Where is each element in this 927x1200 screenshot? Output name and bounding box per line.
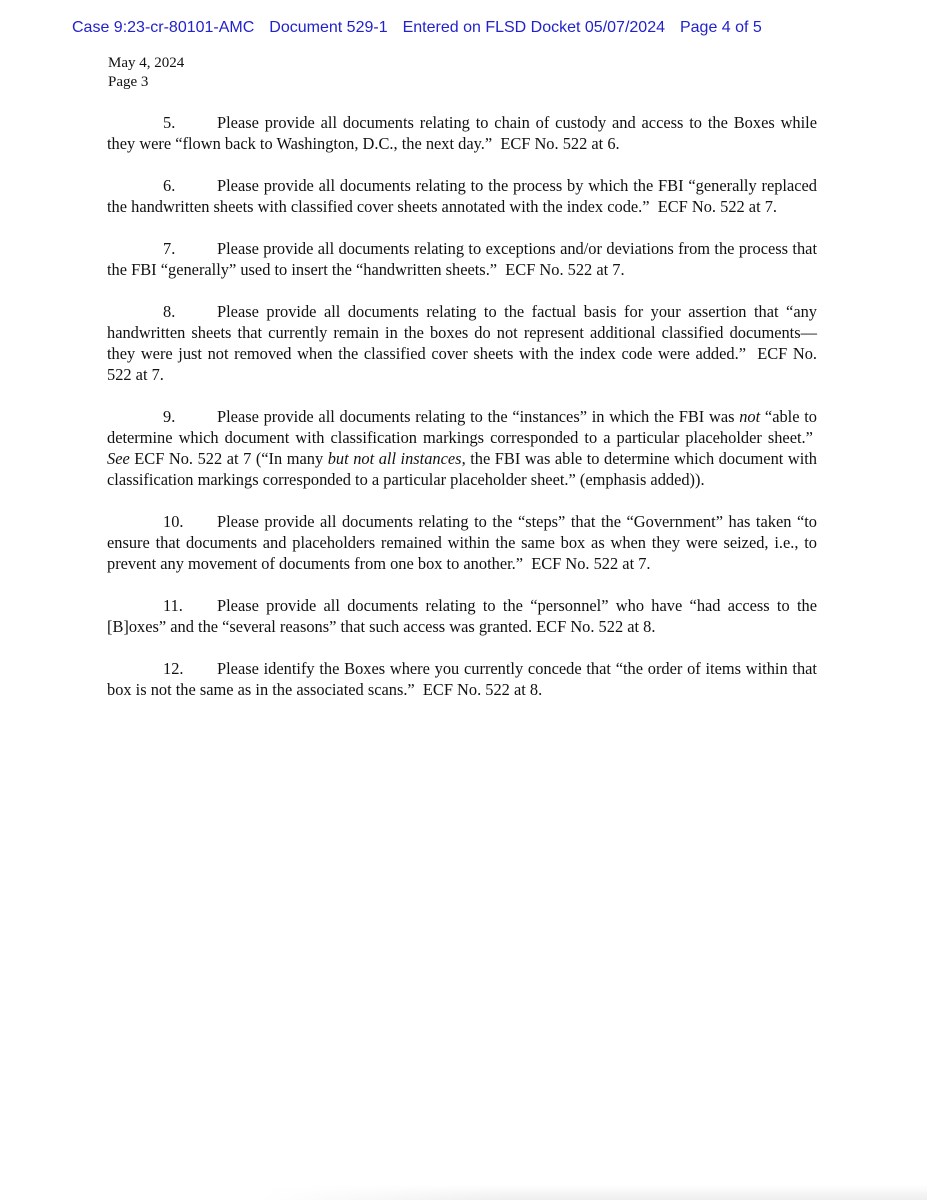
paragraph-number: 11. [163, 596, 183, 615]
paragraph-text: Please provide all documents relating to exceptions and/or deviations from the process that the FBI “generally” used to insert the “handwritten sheets.” ECF No. 522 at 7. [107, 239, 817, 279]
italic-text: but not all instances [327, 449, 462, 468]
paragraph-text: Please identify the Boxes where you currently concede that “the order of items within that box is not the same as in the associated scans.” ECF No. 522 at 8. [107, 659, 817, 699]
letter-page-number: Page 3 [108, 74, 149, 90]
paragraph-number: 8. [163, 302, 176, 321]
numbered-paragraph [107, 238, 817, 280]
paragraph-text: , the FBI was able to determine which document with classification markings corresponded to a particular placeholder sheet.” (emphasis added)). [107, 449, 817, 489]
paragraph-text: ECF No. 522 at 7 (“In many [129, 449, 328, 468]
paragraph-text: Please provide all documents relating to the process by which the FBI “generally replaced the handwritten sheets with classified cover sheets annotated with the index code.” ECF No. 522 at 7. [107, 176, 817, 216]
paragraph-number: 7. [163, 239, 176, 258]
paragraph-text: “able to determine which document with classification markings corresponded to a particular placeholder sheet.” [107, 407, 817, 447]
numbered-paragraph [107, 112, 817, 154]
paragraph-text: Please provide all documents relating to chain of custody and access to the Boxes while they were “flown back to Washington, D.C., the next day.” ECF No. 522 at 6. [107, 113, 817, 153]
italic-text: See [107, 449, 130, 468]
numbered-paragraph [107, 595, 817, 637]
paragraph-text: Please provide all documents relating to the “steps” that the “Government” has taken “to ensure that documents and placeholders remained within the same box as when they were seized, i.e., to prevent any movement of documents from one box to another.” ECF No. 522 at 7. [107, 512, 817, 573]
numbered-paragraph [107, 406, 817, 490]
paragraph-number: 12. [163, 659, 184, 678]
paragraph-text: Please provide all documents relating to the “personnel” who have “had access to the [B]oxes” and the “several reasons” that such access was granted. ECF No. 522 at 8. [107, 596, 817, 636]
docket-entry-label: Entered on FLSD Docket 05/07/2024 [402, 19, 665, 36]
paragraph-number: 10. [163, 512, 184, 531]
numbered-paragraph [107, 175, 817, 217]
case-number: Case 9:23-cr-80101-AMC [72, 19, 255, 36]
letterhead [108, 54, 184, 92]
document-number: Document 529-1 [269, 19, 388, 36]
paragraph-number: 5. [163, 113, 176, 132]
italic-text: not [739, 407, 761, 426]
court-stamp-header [72, 18, 762, 38]
numbered-paragraph [107, 658, 817, 700]
page-edge-shadow [0, 1185, 927, 1200]
paragraph-text: Please provide all documents relating to the “instances” in which the FBI was [217, 407, 740, 426]
paragraph-text: Please provide all documents relating to the factual basis for your assertion that “any handwritten sheets that currently remain in the boxes do not represent additional classified documents—they were just not removed when the classified cover sheets with the index code were added.” ECF No. 522 at 7. [107, 302, 817, 384]
numbered-paragraph [107, 511, 817, 574]
paragraph-number: 9. [163, 407, 176, 426]
paragraph-number: 6. [163, 176, 176, 195]
letter-date: May 4, 2024 [108, 55, 185, 71]
paragraph-list [107, 112, 817, 700]
numbered-paragraph [107, 301, 817, 385]
stamp-page-indicator: Page 4 of 5 [679, 19, 762, 36]
